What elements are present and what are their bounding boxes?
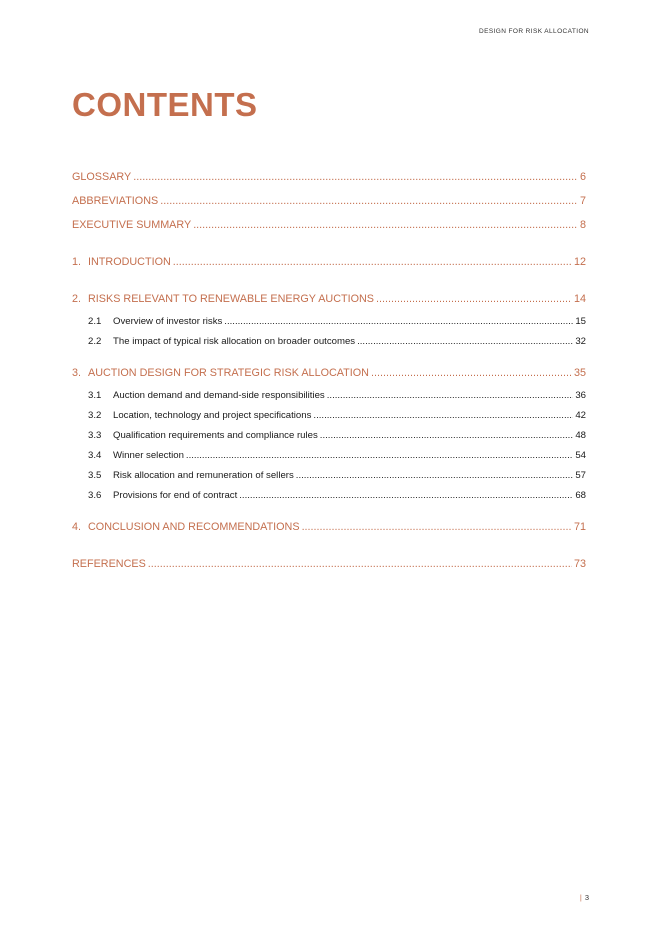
toc-page-number: 73: [573, 558, 586, 570]
dot-leader: [313, 410, 573, 422]
dot-leader: [296, 470, 574, 482]
toc-chapter-number: 2.: [72, 293, 82, 305]
toc-entry-label: INTRODUCTION: [88, 256, 171, 268]
dot-leader: [302, 520, 572, 534]
toc-page-number: 57: [575, 470, 586, 481]
dot-leader: [193, 218, 578, 232]
toc-page-number: 54: [575, 450, 586, 461]
running-header: DESIGN FOR RISK ALLOCATION: [479, 28, 589, 35]
dot-leader: [327, 390, 574, 402]
toc-entry-glossary[interactable]: [72, 170, 586, 194]
toc-page-number: 15: [575, 316, 586, 327]
toc-page-number: 48: [575, 430, 586, 441]
toc-section-label: Overview of investor risks: [113, 316, 223, 327]
toc-section-label: The impact of typical risk allocation on broader outcomes: [113, 336, 356, 347]
dot-leader: [224, 316, 573, 328]
toc-section-number: 3.5: [88, 470, 102, 481]
dot-leader: [371, 366, 572, 380]
dot-leader: [173, 255, 572, 269]
table-of-contents: [72, 170, 586, 581]
toc-section-3-6[interactable]: [72, 490, 586, 510]
toc-section-2-1[interactable]: [72, 316, 586, 336]
toc-entry-label: RISKS RELEVANT TO RENEWABLE ENERGY AUCTIONS: [88, 293, 374, 305]
toc-section-3-3[interactable]: [72, 430, 586, 450]
toc-chapter-number: 3.: [72, 367, 82, 379]
toc-section-number: 3.4: [88, 450, 102, 461]
page-title: CONTENTS: [72, 86, 258, 123]
toc-entry-executive-summary[interactable]: [72, 218, 586, 242]
toc-page-number: 71: [573, 521, 586, 533]
toc-page-number: 68: [575, 490, 586, 501]
toc-section-label: Winner selection: [113, 450, 184, 461]
toc-page-number: 35: [573, 367, 586, 379]
dot-leader: [376, 292, 572, 306]
folio-separator: |: [579, 893, 582, 902]
toc-entry-label: CONCLUSION AND RECOMMENDATIONS: [88, 521, 300, 533]
toc-section-3-2[interactable]: [72, 410, 586, 430]
toc-entry-conclusion[interactable]: [72, 520, 586, 544]
toc-page-number: 12: [573, 256, 586, 268]
toc-entry-references[interactable]: [72, 557, 586, 581]
toc-page-number: 6: [579, 171, 586, 183]
toc-entry-label: AUCTION DESIGN FOR STRATEGIC RISK ALLOCATION: [88, 367, 369, 379]
page-number: 3: [584, 893, 589, 902]
toc-section-label: Risk allocation and remuneration of sellers: [113, 470, 294, 481]
toc-section-3-4[interactable]: [72, 450, 586, 470]
toc-section-2-2[interactable]: [72, 336, 586, 356]
toc-entry-label: ABBREVIATIONS: [72, 195, 159, 207]
toc-section-number: 2.2: [88, 336, 102, 347]
toc-section-label: Auction demand and demand-side responsibilities: [113, 390, 325, 401]
toc-entry-risks[interactable]: [72, 292, 586, 316]
page-folio: [580, 893, 589, 902]
toc-entry-label: GLOSSARY: [72, 171, 132, 183]
toc-section-label: Provisions for end of contract: [113, 490, 238, 501]
toc-page-number: 42: [575, 410, 586, 421]
toc-section-number: 3.1: [88, 390, 102, 401]
dot-leader: [186, 450, 573, 462]
dot-leader: [133, 170, 578, 184]
dot-leader: [239, 490, 573, 502]
toc-entry-label: REFERENCES: [72, 558, 146, 570]
toc-page-number: 36: [575, 390, 586, 401]
toc-entry-introduction[interactable]: [72, 255, 586, 279]
toc-section-3-1[interactable]: [72, 390, 586, 410]
dot-leader: [160, 194, 578, 208]
toc-section-label: Location, technology and project specifications: [113, 410, 312, 421]
toc-section-number: 3.2: [88, 410, 102, 421]
toc-page-number: 32: [575, 336, 586, 347]
toc-section-label: Qualification requirements and compliance rules: [113, 430, 318, 441]
toc-section-number: 2.1: [88, 316, 102, 327]
toc-page-number: 8: [579, 219, 586, 231]
toc-entry-label: EXECUTIVE SUMMARY: [72, 219, 192, 231]
toc-entry-auction-design[interactable]: [72, 366, 586, 390]
dot-leader: [148, 557, 572, 571]
toc-chapter-number: 1.: [72, 256, 82, 268]
toc-entry-abbreviations[interactable]: [72, 194, 586, 218]
toc-page-number: 7: [579, 195, 586, 207]
toc-section-3-5[interactable]: [72, 470, 586, 490]
toc-section-number: 3.6: [88, 490, 102, 501]
toc-chapter-number: 4.: [72, 521, 82, 533]
toc-page-number: 14: [573, 293, 586, 305]
dot-leader: [320, 430, 574, 442]
toc-section-number: 3.3: [88, 430, 102, 441]
dot-leader: [357, 336, 573, 348]
